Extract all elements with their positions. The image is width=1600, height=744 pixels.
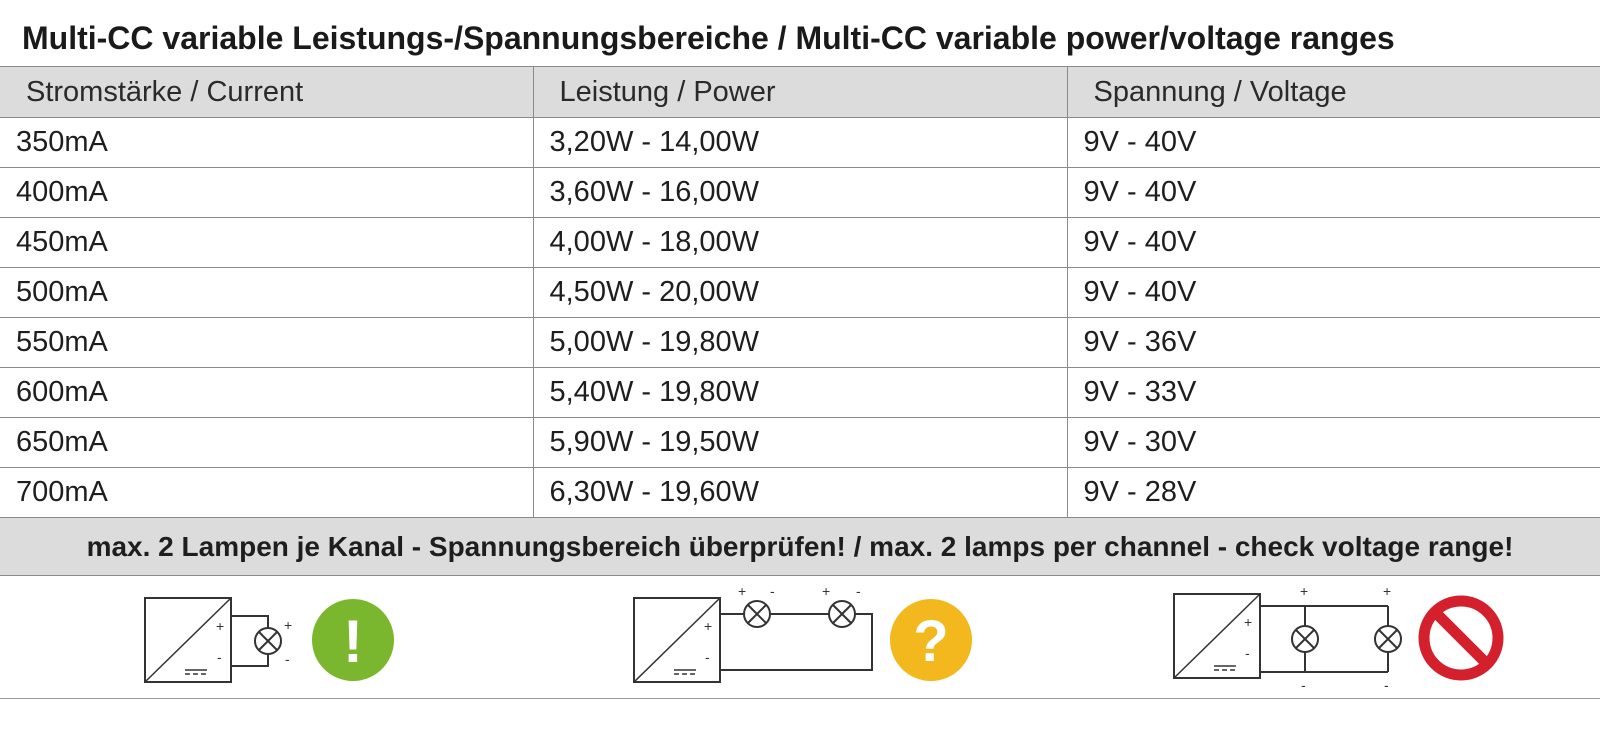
header-current: Stromstärke / Current: [0, 67, 533, 118]
table-row: [0, 268, 1600, 318]
cell-voltage: 9V - 40V: [1067, 168, 1600, 218]
lamp-icon: [1375, 626, 1401, 652]
svg-text:+: +: [284, 617, 293, 633]
wiring-diagrams: [0, 576, 1600, 699]
cell-voltage: 9V - 40V: [1067, 268, 1600, 318]
cell-voltage: 9V - 33V: [1067, 368, 1600, 418]
ok-icon: [312, 599, 394, 681]
cell-current: 500mA: [0, 268, 533, 318]
svg-text:-: -: [1245, 645, 1250, 661]
lamp-icon: [829, 601, 855, 627]
power-voltage-table: [0, 66, 1600, 518]
svg-text:+: +: [1244, 614, 1253, 630]
parallel-lamps-diagram: [1174, 583, 1498, 693]
svg-text:-: -: [856, 583, 861, 599]
cell-voltage: 9V - 30V: [1067, 418, 1600, 468]
table-row: [0, 418, 1600, 468]
table-row: [0, 468, 1600, 518]
svg-text:-: -: [285, 651, 290, 667]
cell-power: 5,40W - 19,80W: [533, 368, 1067, 418]
svg-text:-: -: [770, 583, 775, 599]
cell-power: 4,50W - 20,00W: [533, 268, 1067, 318]
svg-text:+: +: [738, 583, 747, 599]
no-entry-icon: [1424, 601, 1498, 675]
table-row: [0, 218, 1600, 268]
cell-power: 3,60W - 16,00W: [533, 168, 1067, 218]
cell-voltage: 9V - 40V: [1067, 218, 1600, 268]
svg-text:?: ?: [913, 609, 949, 674]
svg-text:-: -: [1384, 677, 1389, 693]
cell-power: 4,00W - 18,00W: [533, 218, 1067, 268]
cell-power: 6,30W - 19,60W: [533, 468, 1067, 518]
svg-text:-: -: [1301, 677, 1306, 693]
svg-text:!: !: [343, 608, 363, 675]
cell-power: 5,00W - 19,80W: [533, 318, 1067, 368]
lamp-icon: [1292, 626, 1318, 652]
svg-text:+: +: [822, 583, 831, 599]
cell-current: 700mA: [0, 468, 533, 518]
cell-power: 3,20W - 14,00W: [533, 118, 1067, 168]
table-row: [0, 368, 1600, 418]
lamp-icon: [255, 628, 281, 654]
table-header-row: [0, 67, 1600, 118]
series-lamps-diagram: [634, 583, 972, 682]
cell-power: 5,90W - 19,50W: [533, 418, 1067, 468]
table-row: [0, 318, 1600, 368]
svg-text:+: +: [216, 618, 225, 634]
lamp-limit-note: max. 2 Lampen je Kanal - Spannungsbereich überprüfen! / max. 2 lamps per channel - check voltage range!: [0, 518, 1600, 576]
cell-voltage: 9V - 36V: [1067, 318, 1600, 368]
warning-icon: [890, 599, 972, 681]
cell-current: 550mA: [0, 318, 533, 368]
svg-text:+: +: [704, 618, 713, 634]
header-power: Leistung / Power: [533, 67, 1067, 118]
cell-current: 450mA: [0, 218, 533, 268]
svg-text:-: -: [705, 649, 710, 665]
table-row: [0, 118, 1600, 168]
svg-text:+: +: [1300, 583, 1309, 599]
table-row: [0, 168, 1600, 218]
cell-voltage: 9V - 28V: [1067, 468, 1600, 518]
svg-text:+: +: [1383, 583, 1392, 599]
page-title: Multi-CC variable Leistungs-/Spannungsbereiche / Multi-CC variable power/voltage ranges: [22, 20, 1395, 56]
cell-current: 600mA: [0, 368, 533, 418]
cell-voltage: 9V - 40V: [1067, 118, 1600, 168]
cell-current: 350mA: [0, 118, 533, 168]
header-voltage: Spannung / Voltage: [1067, 67, 1600, 118]
single-lamp-diagram: [145, 598, 394, 682]
cell-current: 400mA: [0, 168, 533, 218]
lamp-icon: [744, 601, 770, 627]
svg-text:-: -: [217, 649, 222, 665]
cell-current: 650mA: [0, 418, 533, 468]
